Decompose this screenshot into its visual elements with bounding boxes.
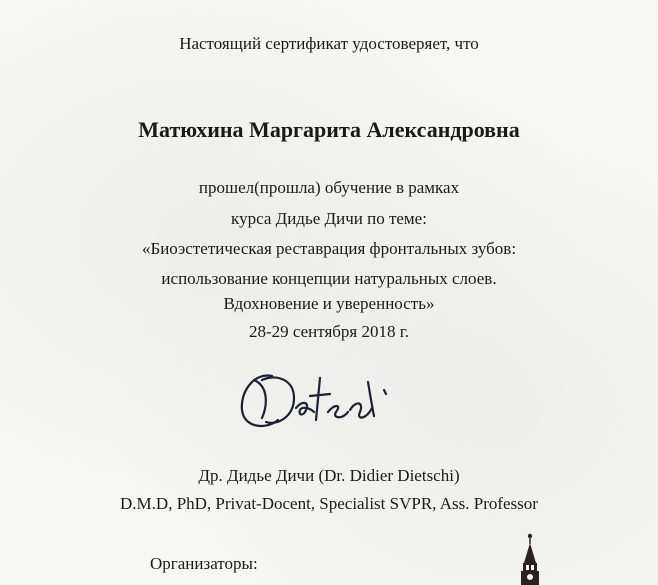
signature-image (232, 364, 407, 439)
body-line: курса Дидье Дичи по теме: (231, 209, 427, 228)
course-date: 28-29 сентября 2018 г. (248, 322, 410, 341)
organizers-label: Организаторы: (150, 554, 258, 573)
course-title-line: «Биоэстетическая реставрация фронтальных зубов: (141, 239, 517, 258)
signatory-name: Др. Дидье Дичи (Dr. Didier Dietschi) (198, 466, 460, 485)
course-title-line: использование концепции натуральных слоев. (161, 269, 497, 288)
course-title-line: Вдохновение и уверенность» (223, 294, 435, 313)
kremlin-tower-icon (512, 533, 548, 585)
body-line: прошел(прошла) обучение в рамках (198, 178, 460, 197)
certificate-intro: Настоящий сертификат удостоверяет, что (179, 34, 479, 53)
signatory-title: D.M.D, PhD, Privat-Docent, Specialist SVPR, Ass. Professor (120, 494, 538, 513)
recipient-name: Матюхина Маргарита Александровна (138, 117, 520, 142)
